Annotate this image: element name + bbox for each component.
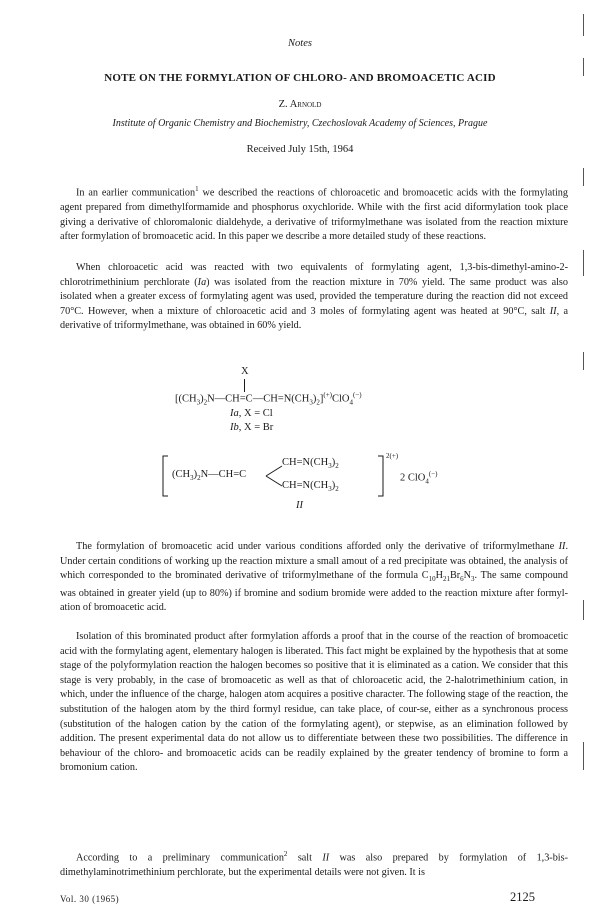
- p2-text-a: When chloroacetic acid was reacted with two equivalents of formylating agent, 1,3-bis-dimethyl-amino-2-chlorotrimethinium perchlorate (: [60, 262, 568, 288]
- f2-dn-sub-1: 3: [328, 485, 332, 494]
- p5-text-b: salt: [287, 852, 323, 864]
- scan-edge-mark: [583, 600, 584, 620]
- f2-m2: N—CH=C: [200, 469, 247, 480]
- lower-branch-bond: [266, 476, 282, 486]
- f2-sub-2: 2: [197, 474, 201, 483]
- f1-left: [(CH: [175, 393, 197, 405]
- f1-m4: ]: [319, 393, 324, 405]
- p3-sub-c: 10: [428, 575, 436, 584]
- page-number: 2125: [510, 890, 535, 904]
- running-head: Notes: [288, 38, 312, 49]
- paragraph-2: [60, 261, 568, 334]
- f1-ib-label: Ib: [230, 422, 239, 433]
- f2-left: (CH: [172, 469, 191, 480]
- f2-dn-sub-2: 2: [335, 485, 339, 494]
- f2-sub-1: 3: [190, 474, 194, 483]
- f1-sub-3: 3: [309, 398, 313, 407]
- footnote-ref-2: 2: [283, 850, 288, 858]
- p5-text-c: was also prepared by formylation of 1,3-bis-dimethylaminotrimethinium perchlorate, but the experimental details were not given. It is: [60, 852, 568, 878]
- paragraph-3: [60, 540, 568, 616]
- p3-compound-ii: II: [558, 541, 566, 552]
- author: Z. Arnold: [278, 99, 322, 110]
- f1-sub-2: 2: [203, 398, 208, 407]
- formula-ii-anion: [400, 470, 438, 486]
- p3-text-b: . Under certain conditions of working up the reaction mixture a small amout of a red precipitate was obtained, the analysis of which corresponded to the brominated derivative of triformylmethane of the formula C: [60, 541, 568, 582]
- p2-text-b: ) was isolated from the reaction mixture in 70% yield. The same product was also isolated when a greater excess of formylating agent was used, provided the temperature during the reaction did not exceed 70°C. However, when a mixture of chloroacetic acid and 3 moles of formylating agent was heated at 90°C, salt: [60, 276, 568, 317]
- p3-text-c: . The same compound was obtained in greater yield (up to 80%) if bromine and sodium bromide were added to the reaction mixture after formyl-ation of bromoacetic acid.: [60, 570, 568, 614]
- p3-h: H: [435, 570, 443, 582]
- scan-edge-mark: [583, 250, 584, 276]
- p3-br: Br: [449, 570, 461, 582]
- f1-sub-4: 2: [316, 398, 320, 407]
- footnote-ref-1: 1: [195, 185, 199, 193]
- p5-compound-ii: II: [322, 852, 330, 864]
- left-bracket: [163, 456, 168, 496]
- scan-edge-mark: [583, 352, 584, 370]
- f1-ib-value: , X = Br: [238, 422, 274, 433]
- formula-main-chain: [175, 391, 362, 407]
- f1-m1: ): [200, 393, 204, 405]
- formula-ia-line: [230, 408, 273, 419]
- formula-ii-upper-branch: [282, 457, 339, 470]
- f2-anion-charge: (−): [428, 470, 438, 478]
- f1-ia-label: Ia: [230, 408, 239, 419]
- received-date: Received July 15th, 1964: [246, 144, 354, 155]
- article-title: NOTE ON THE FORMYLATION OF CHLORO- AND BROMOACETIC ACID: [104, 72, 496, 84]
- f1-ia-value: , X = Cl: [238, 408, 273, 419]
- p3-sub-h: 21: [442, 575, 450, 584]
- f2-up-m: ): [331, 457, 336, 468]
- p1-text-b: we described the reactions of chloroacetic and bromoacetic acids with the formylating agent prepared from dimethylformamide and phosphorus oxychloride. While with the first acid diformylation took place giving a derivative of chloromalonic dialdehyde, a derivative of triformylmethane was isolated from the reaction mixture after formylation of bromoacetic acid. In this paper we describe a more detailed study of these reactions.: [60, 187, 568, 243]
- f1-anion: ClO: [332, 393, 350, 405]
- f2-m1: ): [193, 469, 198, 480]
- formula-ib-line: [230, 422, 273, 433]
- f1-m3: ): [312, 393, 317, 405]
- formula-ii-main: [172, 469, 246, 482]
- scan-edge-mark: [583, 168, 584, 186]
- f1-sub-1: 3: [196, 398, 201, 407]
- scan-edge-mark: [583, 58, 584, 76]
- f1-sub-5: 4: [349, 398, 354, 407]
- p3-sub-br: 6: [460, 575, 464, 584]
- f1-charge: (+): [323, 391, 332, 399]
- f2-dn: CH=N(CH: [282, 480, 329, 491]
- paragraph-4: Isolation of this brominated product after formylation affords a proof that in the course of the reaction of bromoacetic acid with the formylating agent, elementary halogen is liberated. This fact might be explained by the hypothesis that at some stage of the polyformylation reaction the halogen becomes so positive that it is eliminated as a cation. We consider that this stage is very probably, in the case of bromoacetic as well as that of chloroacetic acid, the 2-halotrimethinium cation, in which, under the influence of the charge, halogen atom acquires a positive character. The following stage of the reaction, the substitution of the halogen atom by the third formyl residue, can take place, of cour-se, either as a synchronous process (substitution of the halogen cation by the cation of the formylating agent), or stepwise, as an elimination followed by addition. The present experimental data do not allow us to differentiate between these two possibilities. The difference in behaviour of the chloro- and bromoacetic acids can be readily explained by the greater tendency of bromine to form a bromonium cation.: [60, 631, 568, 774]
- f2-anion-sub: 4: [425, 477, 429, 486]
- journal-volume: Vol. 30 (1965): [60, 894, 120, 904]
- p3-n: N: [463, 570, 471, 582]
- paragraph-1: [60, 182, 568, 245]
- right-bracket: [378, 456, 383, 496]
- f2-dn-m: ): [331, 480, 336, 491]
- f2-up-sub-2: 2: [335, 462, 339, 471]
- scan-edge-mark: [583, 14, 584, 36]
- formula-ia-ib: [150, 366, 470, 446]
- p2-text-c: , a derivative of triformylmethane, was obtained in 60% yield.: [60, 305, 568, 332]
- p2-compound-ii: II: [549, 305, 557, 317]
- formula-ii-charge: 2(+): [386, 452, 399, 460]
- f1-anion-charge: (−): [353, 391, 362, 399]
- p3-sub-n: 3: [471, 575, 475, 584]
- f2-up: CH=N(CH: [282, 457, 329, 468]
- p3-text-a: The formylation of bromoacetic acid under various conditions afforded only the derivative of triformylmethane: [76, 541, 559, 552]
- p2-compound-ia: Ia: [197, 276, 207, 288]
- formula-ii-lower-branch: [282, 480, 339, 493]
- formula-ii: [160, 452, 480, 518]
- affiliation: Institute of Organic Chemistry and Biochemistry, Czechoslovak Academy of Sciences, Prague: [112, 118, 488, 129]
- scan-edge-mark: [583, 742, 584, 770]
- formula-substituent-x: X: [241, 366, 249, 377]
- formula-ii-label: II: [296, 500, 303, 511]
- f1-m2: N—CH=C—CH=N(CH: [207, 393, 310, 405]
- f2-anion: 2 ClO: [400, 472, 426, 484]
- p1-text-a: In an earlier communication: [76, 187, 196, 199]
- upper-branch-bond: [266, 466, 282, 476]
- paragraph-5: [60, 847, 568, 881]
- p5-text-a: According to a preliminary communication: [76, 852, 284, 864]
- f2-up-sub-1: 3: [328, 462, 332, 471]
